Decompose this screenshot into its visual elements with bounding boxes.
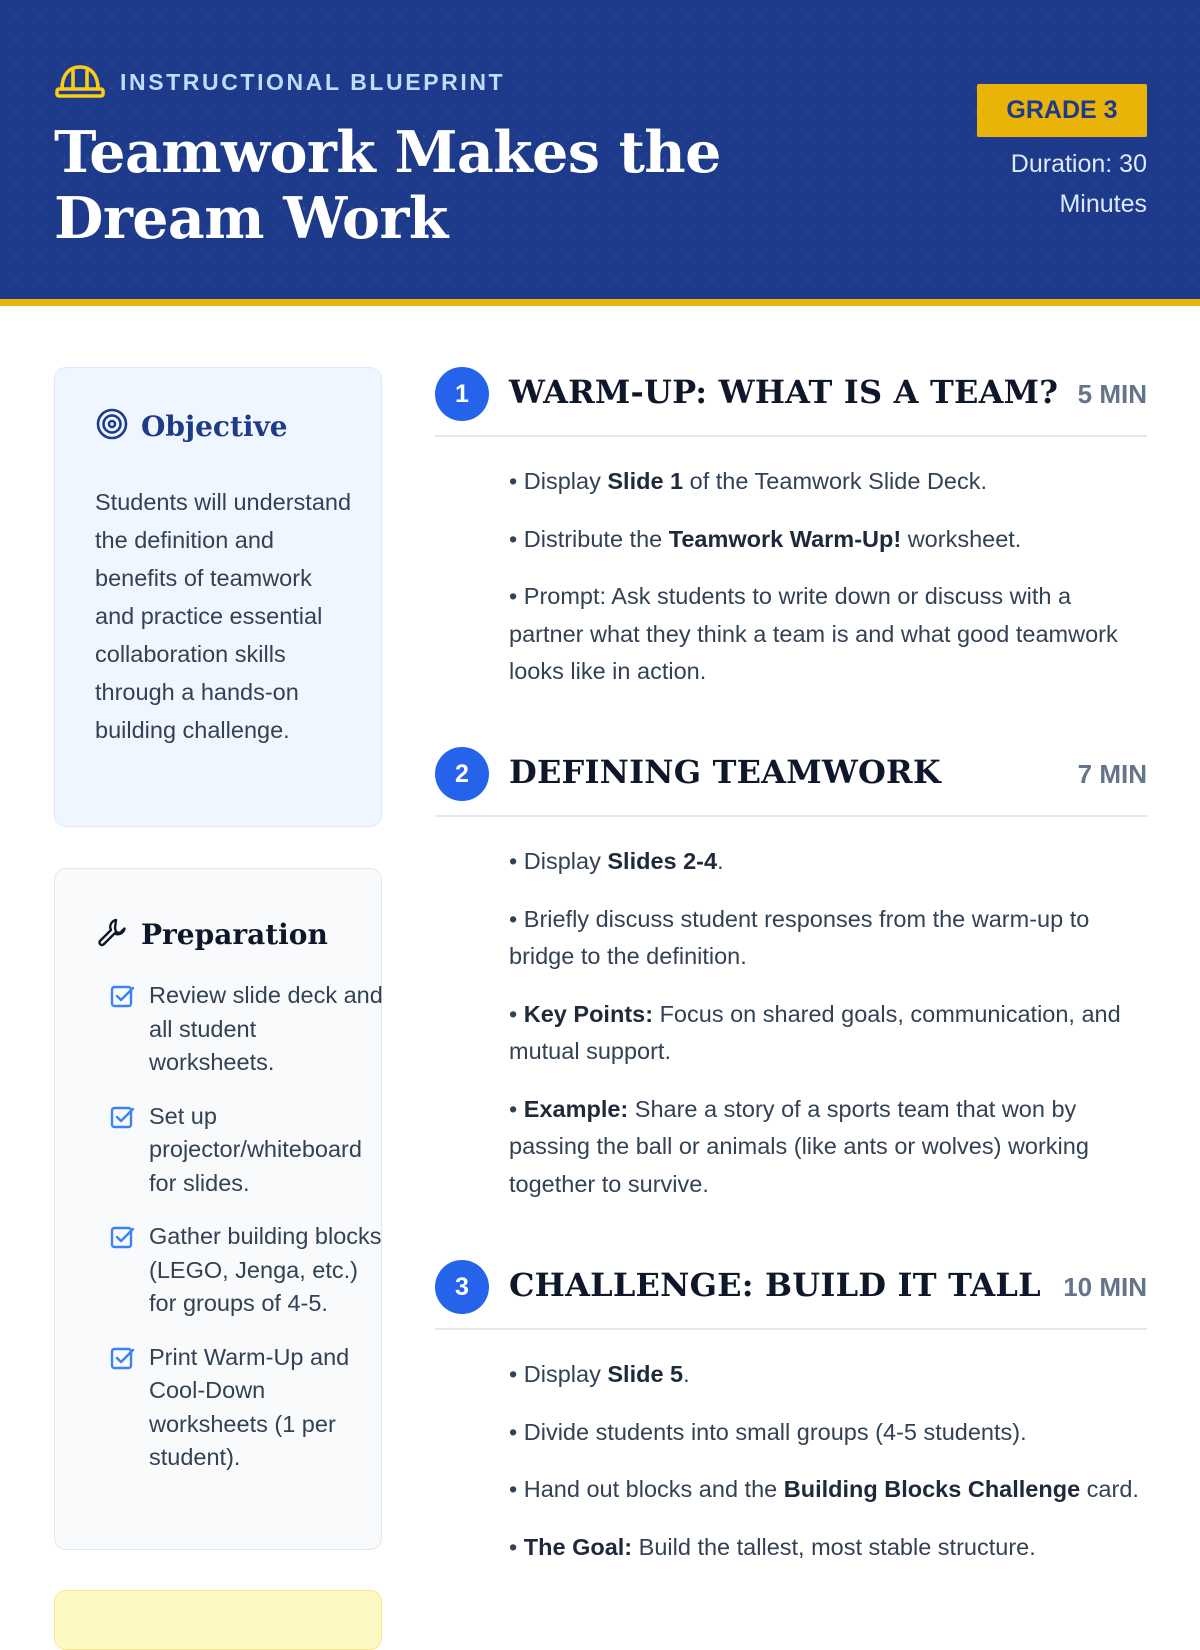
step-duration: 7 MIN [1077,759,1147,789]
preparation-item [95,1220,385,1321]
grade-badge: GRADE 3 [977,84,1147,137]
step-bullets [509,463,1147,691]
objective-text: Students will understand the definition and benefits of teamwork and practice essential collaboration skills through a hands-on building challenge. [95,489,352,743]
page-header [0,0,1200,306]
bullet-emphasis: Slide 1 [607,468,684,494]
step-title: CHALLENGE: BUILD IT TALL [509,1266,1041,1304]
bullet-emphasis: Slides 2-4 [607,848,718,874]
bullet-emphasis: The Goal: [523,1533,633,1560]
bullet-text: Prompt: Ask students to write down or discuss with a partner what they think a team is and what good teamwork looks like in action. [509,583,1118,684]
step-bullet: • Display Slide 1 of the Teamwork Slide Deck. [509,468,988,494]
bullet-text: Distribute the [523,525,669,552]
eyebrow-label: INSTRUCTIONAL BLUEPRINT [120,69,506,95]
preparation-heading [95,915,328,954]
preparation-list [95,979,385,1495]
step-bullet: • Hand out blocks and the Building Blocks Challenge card. [509,1476,1139,1502]
bullet-emphasis: Key Points: [523,1000,654,1027]
step-bullet: • Divide students into small groups (4-5 students). [509,1418,1027,1445]
duration-label: Duration: 30 Minutes [1010,150,1147,218]
bullet-text: Display [523,1361,608,1387]
notes-card [54,1590,382,1650]
step-bullet: • Distribute the Teamwork Warm-Up! worksheet. [509,525,1022,552]
step-header [435,747,1147,817]
checkbox-icon [109,979,135,1019]
step-bullet: • Display Slide 5. [509,1361,690,1387]
step-bullet: • Briefly discuss student responses from the warm-up to bridge to the definition. [509,905,1090,969]
step-bullets [509,1356,1147,1566]
step-title: DEFINING TEAMWORK [509,753,941,791]
bullet-text: Hand out blocks and the [523,1476,784,1502]
wrench-icon [95,915,129,954]
bullet-text: . [717,848,724,874]
bullet-text: worksheet. [901,525,1022,552]
step-bullet: • Prompt: Ask students to write down or discuss with a partner what they think a team is and what good teamwork looks like in action. [509,583,1118,684]
step-bullet: • Example: Share a story of a sports team that won by passing the ball or animals (like ants or wolves) working together to survive. [509,1095,1089,1197]
step-bullet: • Display Slides 2-4. [509,848,724,874]
preparation-item [95,1100,385,1201]
bullet-text: of the Teamwork Slide Deck. [683,468,988,494]
preparation-item-text: Print Warm-Up and Cool-Down worksheets (1 per student). [149,1343,350,1470]
bullet-text: card. [1080,1476,1139,1502]
step-number: 1 [435,367,489,421]
hard-hat-icon [54,58,106,107]
step-number: 2 [435,747,489,801]
step-bullet: • The Goal: Build the tallest, most stable structure. [509,1533,1036,1560]
preparation-item [95,1341,385,1475]
bullet-emphasis: Teamwork Warm-Up! [668,525,902,552]
target-icon [95,407,129,446]
bullet-text: Display [523,468,608,494]
bullet-text: Build the tallest, most stable structure. [632,1533,1036,1560]
bullet-emphasis: Slide 5 [607,1361,684,1387]
lesson-step [435,367,1147,711]
step-duration: 10 MIN [1063,1272,1147,1302]
lesson-step [435,1260,1147,1586]
step-title: WARM-UP: WHAT IS A TEAM? [509,373,1059,411]
step-header [435,367,1147,437]
objective-title: Objective [141,410,288,443]
checkbox-icon [109,1341,135,1381]
checkbox-icon [109,1220,135,1260]
step-header [435,1260,1147,1330]
bullet-emphasis: Building Blocks Challenge [783,1476,1081,1502]
step-bullets [509,843,1147,1203]
step-number: 3 [435,1260,489,1314]
bullet-text: Display [523,848,608,874]
step-duration: 5 MIN [1077,379,1147,409]
bullet-text: Share a story of a sports team that won by passing the ball or animals (like ants or wolves) working together to survive. [509,1095,1089,1197]
preparation-item-text: Review slide deck and all student worksheets. [149,982,383,1075]
lesson-step [435,747,1147,1223]
page-title: Teamwork Makes the Dream Work [54,119,721,252]
checkbox-icon [109,1100,135,1140]
eyebrow [54,58,505,107]
preparation-item-text: Set up projector/whiteboard for slides. [149,1102,362,1196]
step-bullet: • Key Points: Focus on shared goals, communication, and mutual support. [509,1000,1121,1064]
bullet-emphasis: Example: [523,1095,629,1122]
bullet-text: Divide students into small groups (4-5 students). [523,1418,1027,1445]
bullet-text: Focus on shared goals, communication, and mutual support. [509,1000,1121,1064]
preparation-title: Preparation [141,918,328,951]
bullet-text: Briefly discuss student responses from the warm-up to bridge to the definition. [509,905,1090,969]
objective-heading [95,407,288,446]
preparation-item [95,979,385,1080]
bullet-text: . [683,1361,690,1387]
preparation-item-text: Gather building blocks (LEGO, Jenga, etc.) for groups of 4-5. [149,1223,382,1316]
